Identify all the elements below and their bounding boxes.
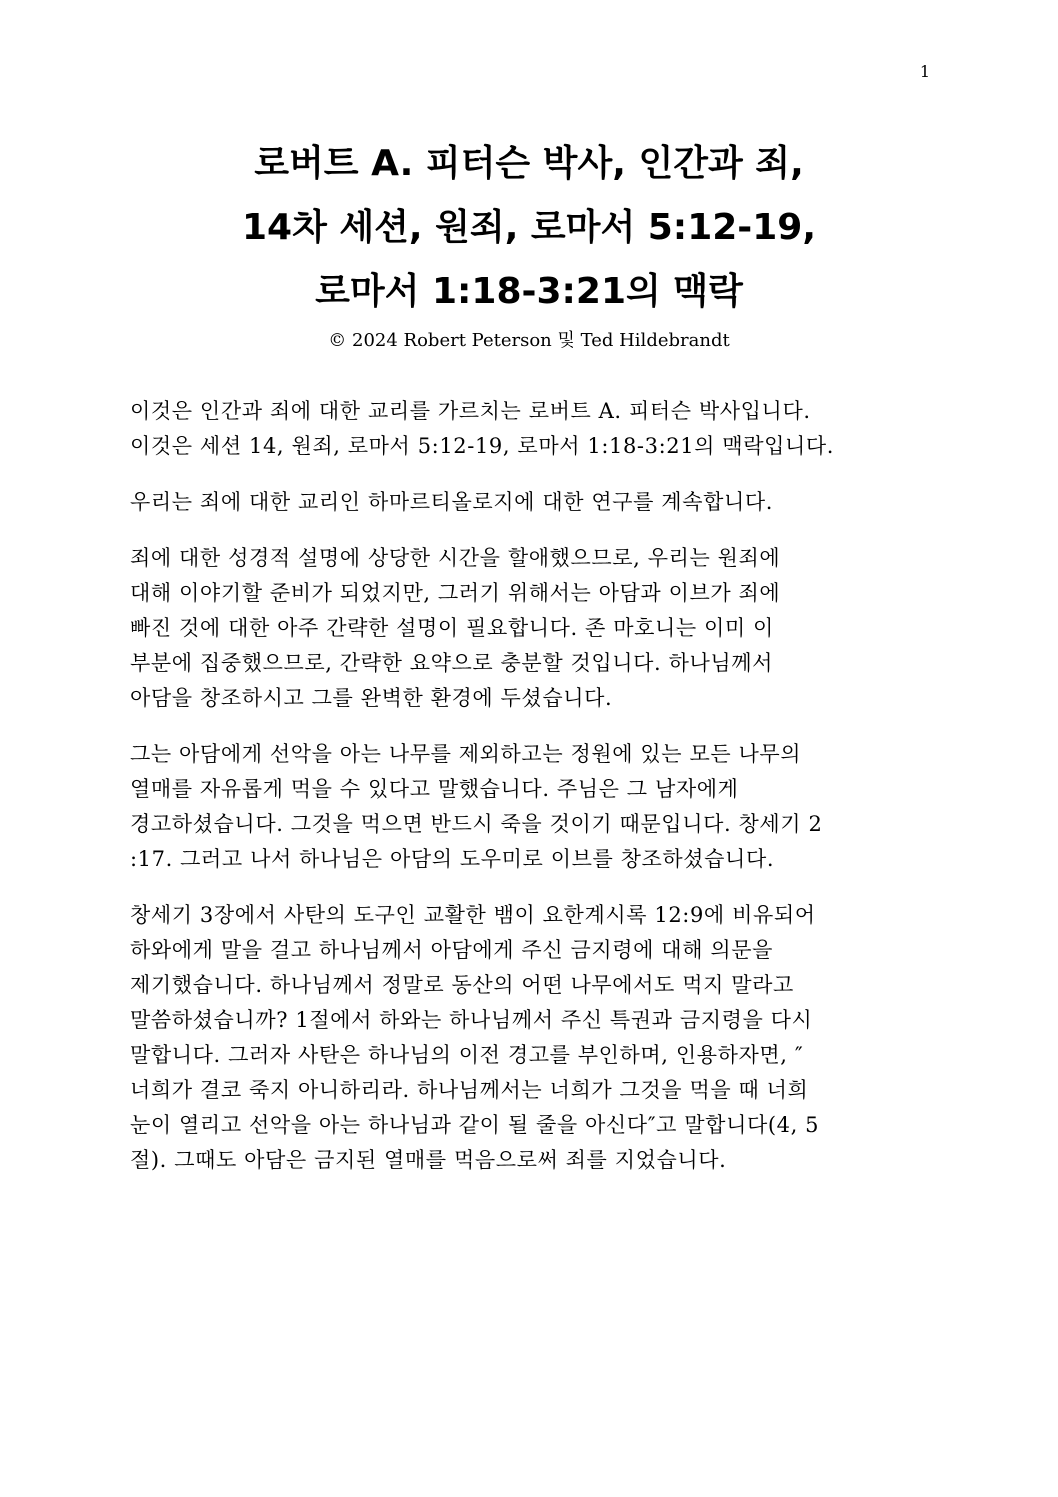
paragraph-line: 절). 그때도 아담은 금지된 열매를 먹음으로써 죄를 지었습니다. [130,1148,727,1172]
paragraph-line: 아담을 창조하시고 그를 완벽한 환경에 두셨습니다. [130,686,613,710]
paragraph-line: 말합니다. 그러자 사탄은 하나님의 이전 경고를 부인하며, 인용하자면, ″ [130,1043,804,1067]
title-line-1: 로버트 A. 피터슨 박사, 인간과 죄, [254,143,804,184]
paragraph-2 [130,485,930,520]
paragraph-4 [130,737,930,877]
paragraph-line: :17. 그러고 나서 하나님은 아담의 도우미로 이브를 창조하셨습니다. [130,847,775,871]
paragraph-line: 죄에 대한 성경적 설명에 상당한 시간을 할애했으므로, 우리는 원죄에 [130,546,781,570]
paragraph-line: 우리는 죄에 대한 교리인 하마르티올로지에 대한 연구를 계속합니다. [130,490,774,514]
paragraph-line: 말씀하셨습니까? 1절에서 하와는 하나님께서 주신 특권과 금지령을 다시 [130,1008,813,1032]
paragraph-line: 창세기 3장에서 사탄의 도구인 교활한 뱀이 요한계시록 12:9에 비유되어 [130,903,816,927]
paragraph-line: 열매를 자유롭게 먹을 수 있다고 말했습니다. 주님은 그 남자에게 [130,777,739,801]
paragraph-line: 눈이 열리고 선악을 아는 하나님과 같이 될 줄을 아신다″고 말합니다(4, 5 [130,1113,820,1137]
paragraph-line: 이것은 인간과 죄에 대한 교리를 가르치는 로버트 A. 피터슨 박사입니다. [130,399,811,423]
paragraph-3 [130,541,930,716]
paragraph-line: 그는 아담에게 선악을 아는 나무를 제외하고는 정원에 있는 모든 나무의 [130,742,802,766]
paragraph-line: 제기했습니다. 하나님께서 정말로 동산의 어떤 나무에서도 먹지 말라고 [130,973,794,997]
paragraph-5 [130,898,930,1178]
paragraph-line: 하와에게 말을 걸고 하나님께서 아담에게 주신 금지령에 대해 의문을 [130,938,774,962]
paragraph-line: 빠진 것에 대한 아주 간략한 설명이 필요합니다. 존 마호니는 이미 이 [130,616,774,640]
paragraph-line: 부분에 집중했으므로, 간략한 요약으로 충분할 것입니다. 하나님께서 [130,651,774,675]
title-line-2: 14차 세션, 원죄, 로마서 5:12-19, [241,207,817,248]
paragraph-line: 너희가 결코 죽지 아니하리라. 하나님께서는 너희가 그것을 먹을 때 너희 [130,1078,809,1102]
page-number: 1 [919,62,930,81]
document-body [130,394,930,1199]
title-block [0,132,1058,352]
paragraph-line: 경고하셨습니다. 그것을 먹으면 반드시 죽을 것이기 때문입니다. 창세기 2 [130,812,823,836]
copyright-line: © 2024 Robert Peterson 및 Ted Hildebrandt [328,330,730,351]
paragraph-line: 이것은 세션 14, 원죄, 로마서 5:12-19, 로마서 1:18-3:21의 맥락입니다. [130,434,835,458]
title-line-3: 로마서 1:18-3:21의 맥락 [315,271,743,312]
paragraph-1 [130,394,930,464]
paragraph-line: 대해 이야기할 준비가 되었지만, 그러기 위해서는 아담과 이브가 죄에 [130,581,781,605]
